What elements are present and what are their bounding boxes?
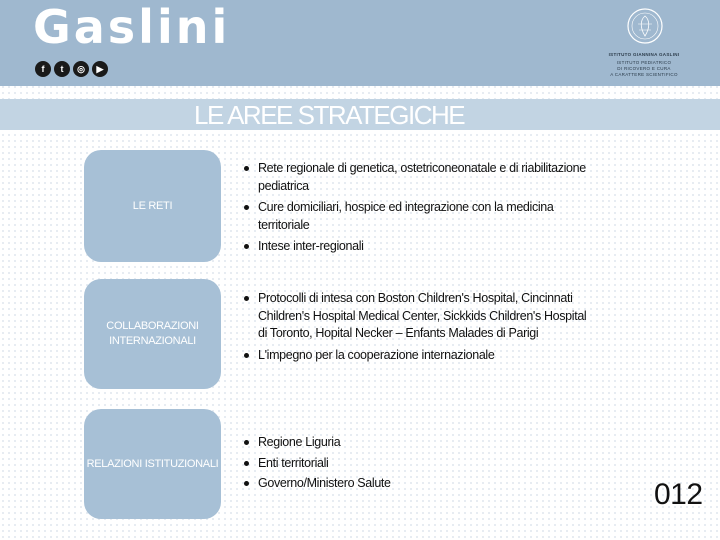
- header-bar: [0, 0, 720, 86]
- list-item: Regione Liguria: [243, 434, 593, 452]
- list-item: Protocolli di intesa con Boston Children's Hospital, Cincinnati Children's Hospital Medical Center, Sickkids Children's Hospital di Toronto, Hopital Necker – Enfants Malades di Parigi: [243, 290, 593, 343]
- list-item: Enti territoriali: [243, 455, 593, 473]
- list-item: Rete regionale di genetica, ostetriconeonatale e di riabilitazione pediatrica: [243, 160, 593, 195]
- logo-caption: ISTITUTO GIANNINA GASLINI ISTITUTO PEDIATRICO DI RICOVERO E CURA A CARATTERE SCIENTIFICO: [608, 52, 680, 77]
- section-bullets-reti: [243, 160, 593, 260]
- section-box-collaborazioni: [84, 279, 221, 389]
- section-bullets-relazioni: [243, 434, 593, 496]
- facebook-icon[interactable]: f: [35, 61, 51, 77]
- section-bullets-collaborazioni: [243, 290, 593, 368]
- section-label: COLLABORAZIONI INTERNAZIONALI: [106, 320, 199, 347]
- section-box-reti: [84, 150, 221, 262]
- section-label: LE RETI: [132, 199, 173, 212]
- list-item: Intese inter-regionali: [243, 238, 593, 256]
- social-links: [35, 61, 108, 77]
- brand-logo-text: Gaslini: [33, 0, 231, 54]
- list-item: L'impegno per la cooperazione internazionale: [243, 347, 593, 365]
- page-number: 012: [654, 478, 703, 511]
- section-label: RELAZIONI ISTITUZIONALI: [86, 457, 219, 470]
- instagram-icon[interactable]: ◎: [73, 61, 89, 77]
- section-box-relazioni: [84, 409, 221, 519]
- list-item: Cure domiciliari, hospice ed integrazione con la medicina territoriale: [243, 199, 593, 234]
- list-item: Governo/Ministero Salute: [243, 475, 593, 493]
- youtube-icon[interactable]: ▶: [92, 61, 108, 77]
- page-title: LE AREE STRATEGICHE: [194, 100, 465, 130]
- twitter-icon[interactable]: t: [54, 61, 70, 77]
- emblem-icon: [626, 6, 664, 46]
